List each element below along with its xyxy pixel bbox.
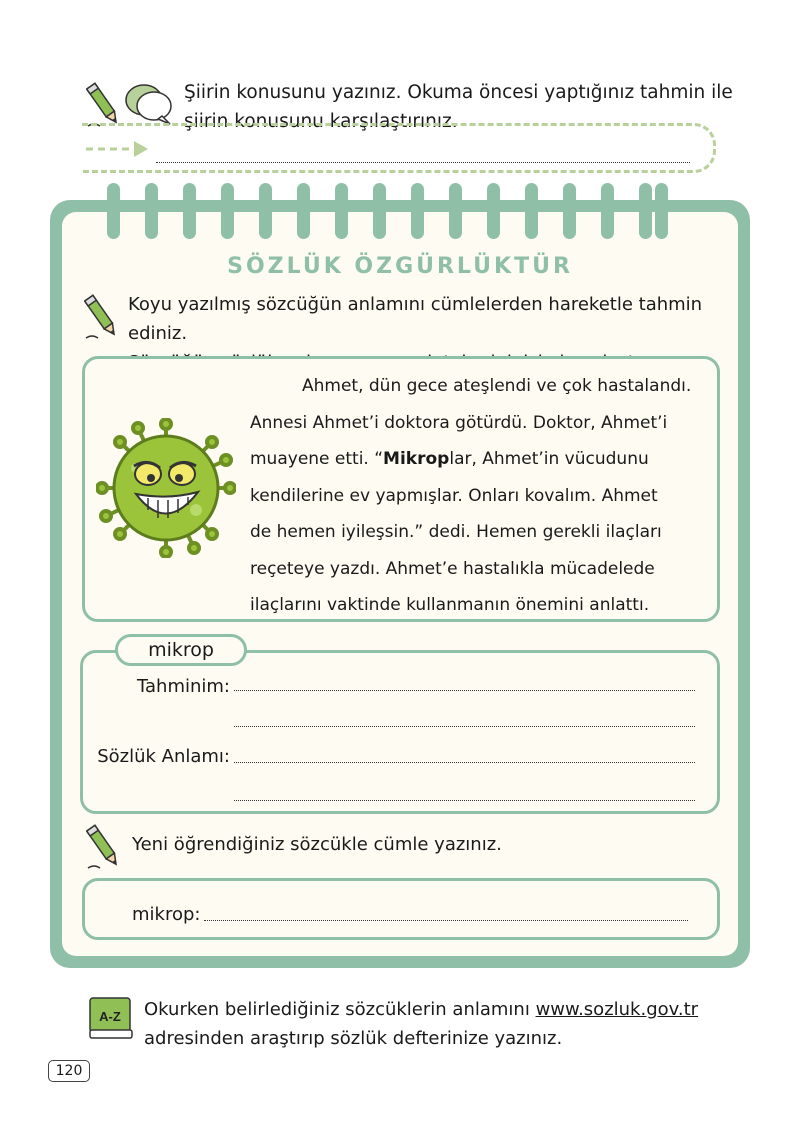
germ-icon	[96, 418, 236, 558]
story-text	[250, 368, 700, 624]
task1-line1: Şiirin konusunu yazınız. Okuma öncesi yaptığınız tahmin ile	[184, 82, 733, 103]
sentence-label: mikrop:	[132, 904, 201, 925]
dictionary-book-icon	[86, 994, 136, 1042]
pencil-icon	[86, 822, 122, 872]
dictionary-label: Sözlük Anlamı:	[97, 746, 230, 767]
arrow-icon	[84, 138, 152, 160]
story-line4: kendilerine ev yapmışlar. Onları kovalım. Ahmet	[250, 485, 658, 506]
dictionary-line-1[interactable]	[234, 756, 695, 763]
story-line5: de hemen iyileşsin.” dedi. Hemen gerekli ilaçları	[250, 522, 662, 542]
sentence-line[interactable]	[204, 914, 688, 921]
task2-line1: Koyu yazılmış sözcüğün anlamını cümlelerden hareketle tahmin ediniz.	[128, 294, 703, 344]
page-number: 120	[48, 1060, 90, 1082]
answer-dashed-frame	[82, 123, 716, 173]
guess-line-2[interactable]	[234, 720, 695, 727]
bold-keyword: Mikrop	[383, 449, 450, 469]
book-label: A-Z	[99, 1009, 121, 1024]
dictionary-line-2[interactable]	[234, 794, 695, 801]
word-tab: mikrop	[115, 634, 247, 666]
task1-line2: şiirin konusunu karşılaştırınız.	[184, 111, 458, 132]
guess-label: Tahminim:	[137, 676, 230, 697]
footer-line1: Okurken belirlediğiniz sözcüklerin anlamını www.sozluk.gov.tr	[144, 999, 699, 1020]
story-line2: Annesi Ahmet’i doktora götürdü. Doktor, Ahmet’i	[250, 412, 668, 433]
topic-answer-line[interactable]	[156, 156, 690, 163]
story-line7: ilaçlarını vaktinde kullanmanın önemini anlattı.	[250, 595, 650, 615]
task3-instruction: Yeni öğrendiğiniz sözcükle cümle yazınız.	[132, 834, 502, 855]
section-title: SÖZLÜK ÖZGÜRLÜKTÜR	[227, 254, 573, 279]
story-line1: Ahmet, dün gece ateşlendi ve çok hastalandı.	[302, 376, 692, 396]
story-line6: reçeteye yazdı. Ahmet’e hastalıkla mücadelede	[250, 558, 655, 579]
footer-note	[144, 995, 724, 1053]
dictionary-site-link[interactable]: www.sozluk.gov.tr	[535, 999, 699, 1020]
word-meaning-box	[80, 650, 720, 814]
speech-bubbles-icon	[124, 80, 174, 126]
pencil-icon	[84, 292, 120, 342]
guess-line-1[interactable]	[234, 684, 695, 691]
footer-line2: adresinden araştırıp sözlük defterinize yazınız.	[144, 1028, 563, 1049]
story-line3: muayene etti. “Mikroplar, Ahmet’in vücudunu	[250, 449, 649, 469]
